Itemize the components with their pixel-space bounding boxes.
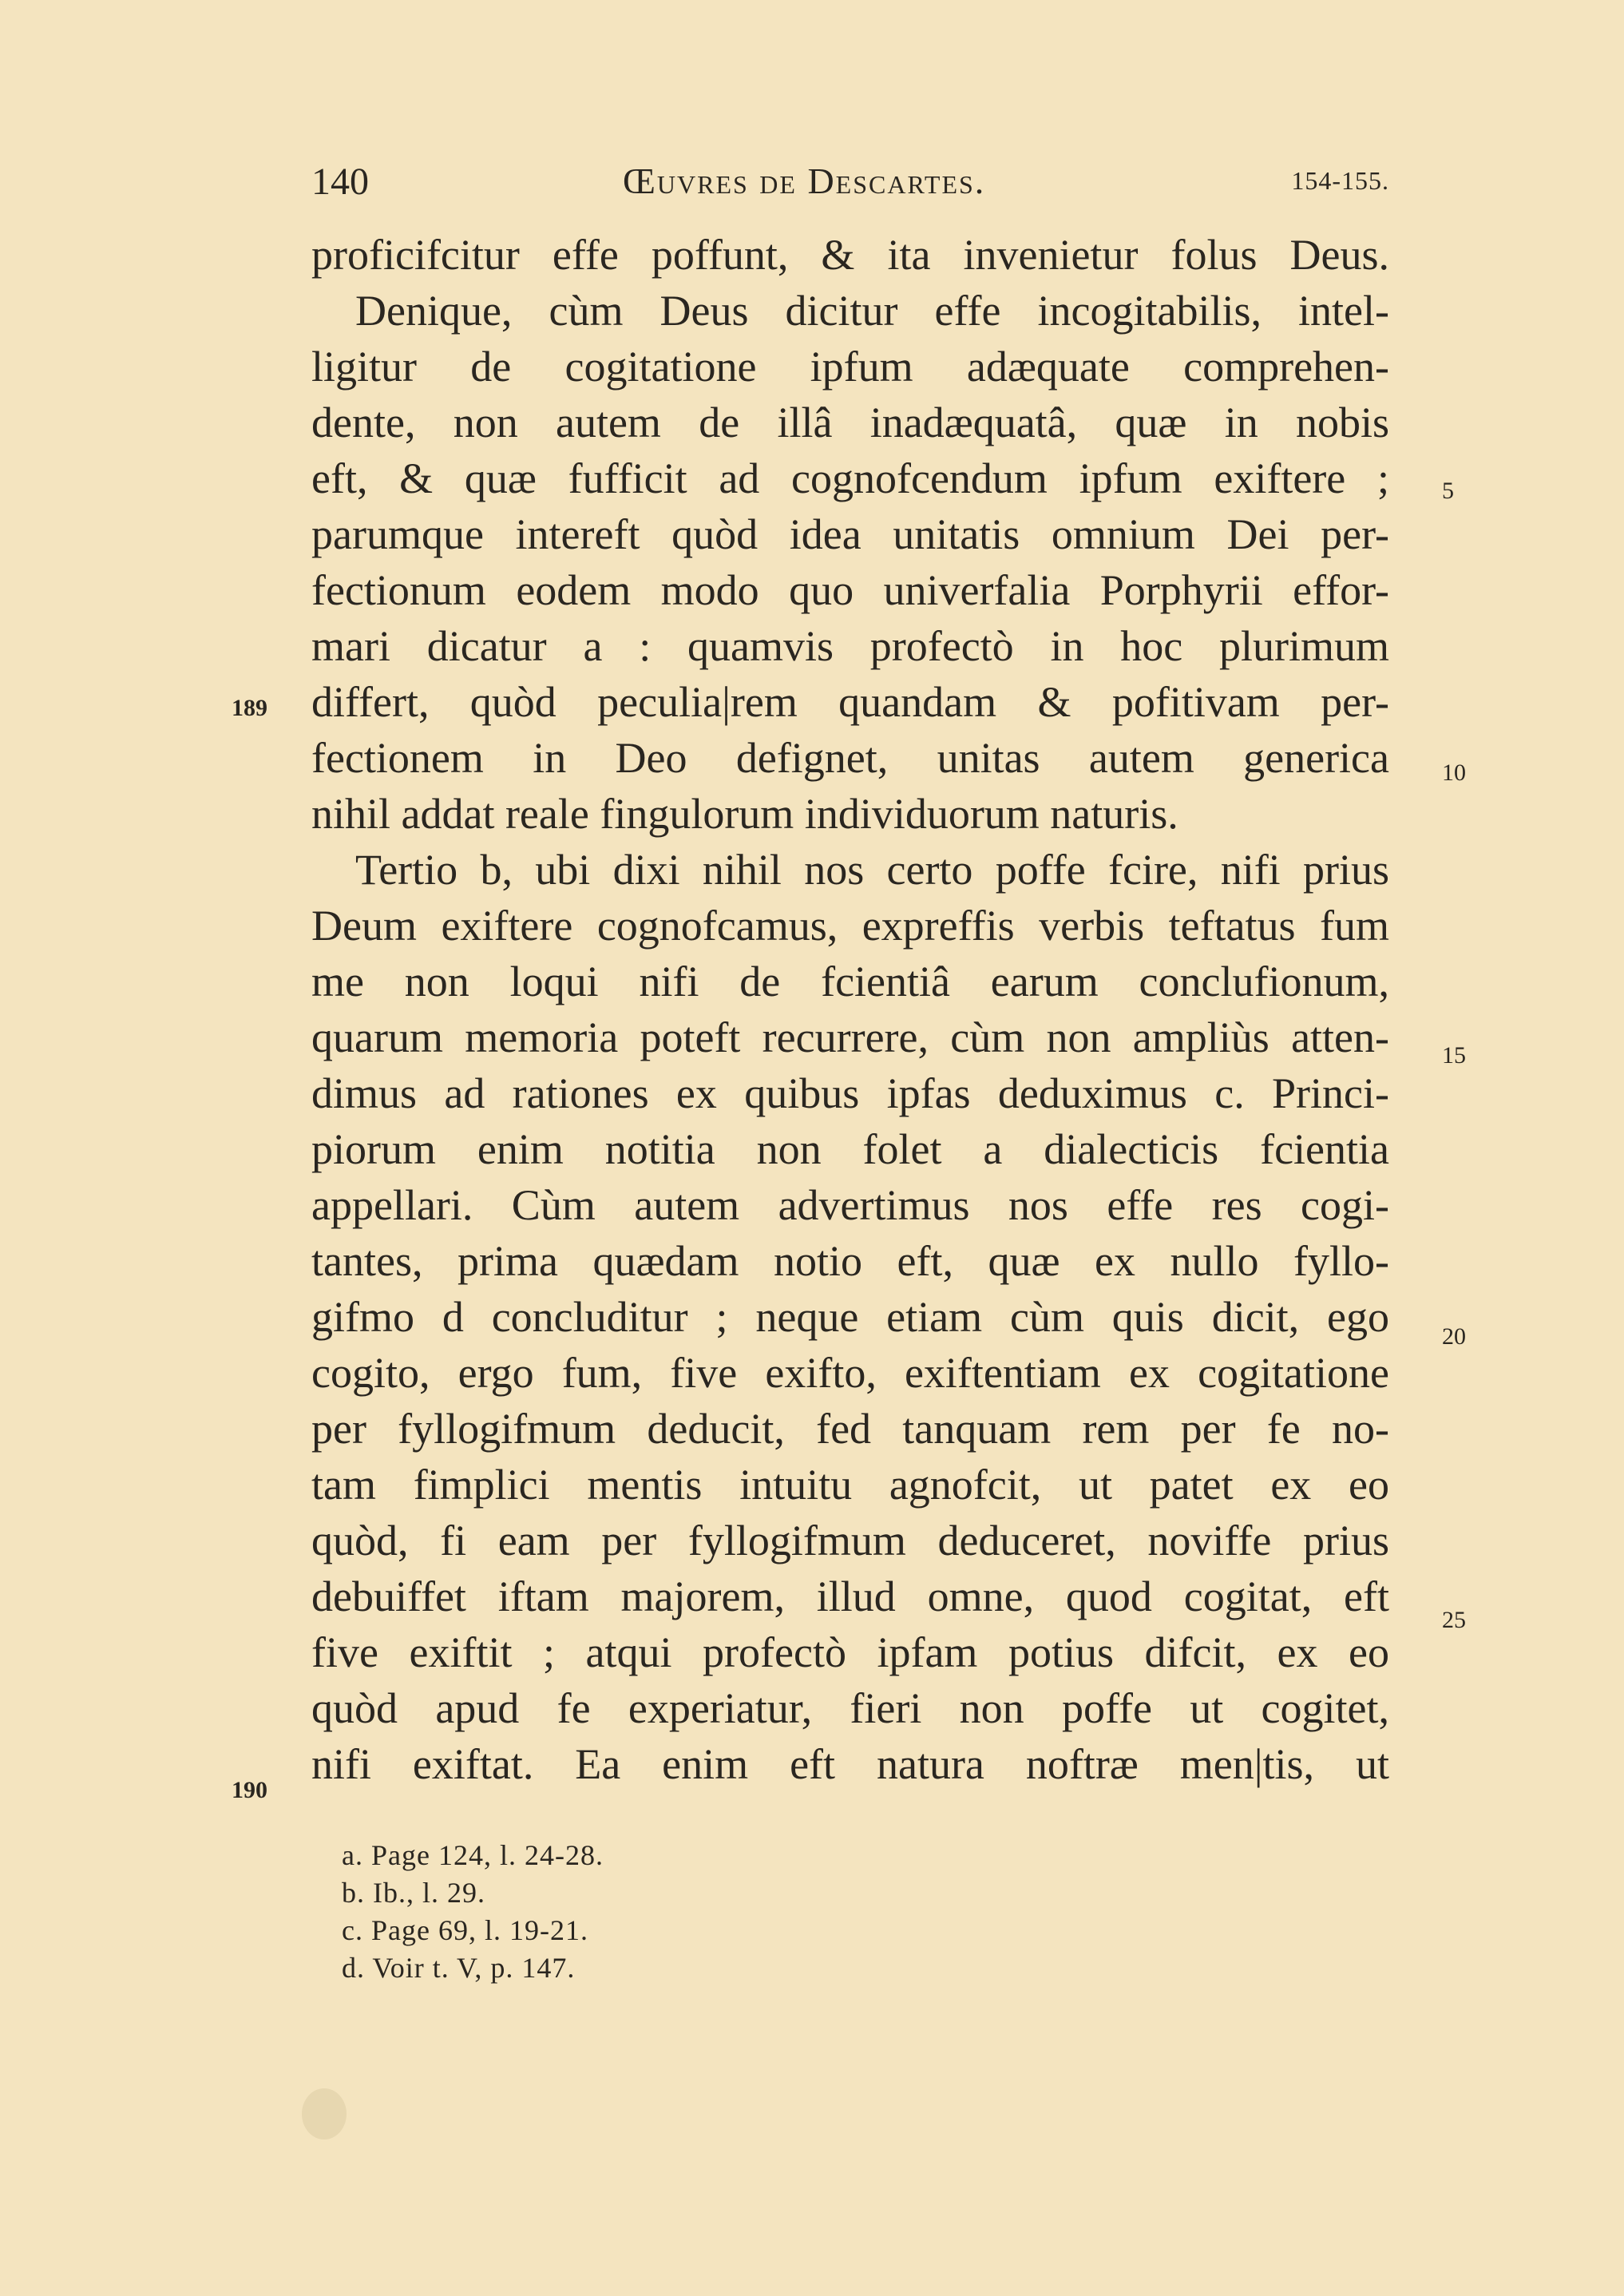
text-line: mari dicatur a : quamvis profectò in hoc plurimum (311, 622, 1389, 670)
text-line: eft, & quæ fufficit ad cognofcendum ipfum exiftere ; (311, 454, 1389, 502)
paper-smudge (302, 2088, 347, 2139)
text-line: Tertio b, ubi dixi nihil nos certo poffe fcire, nifi prius (355, 846, 1389, 894)
text-line: differt, quòd peculia|rem quandam & pofitivam per- (311, 678, 1389, 726)
text-line: dente, non autem de illâ inadæquatâ, quæ in nobis (311, 399, 1389, 446)
text-line: gifmo d concluditur ; neque etiam cùm quis dicit, ego (311, 1293, 1389, 1341)
running-title: Œuvres de Descartes. (623, 161, 986, 201)
text-line: me non loqui nifi de fcientiâ earum conclufionum, (311, 958, 1389, 1005)
text-line: quarum memoria poteft recurrere, cùm non ampliùs atten- (311, 1013, 1389, 1061)
line-number: 10 (1442, 759, 1466, 786)
page-header (311, 160, 1389, 208)
text-line: parumque intereft quòd idea unitatis omnium Dei per- (311, 510, 1389, 558)
line-number: 20 (1442, 1323, 1466, 1350)
body-text (311, 227, 1389, 1792)
text-line: tantes, prima quædam notio eft, quæ ex nullo fyllo- (311, 1237, 1389, 1285)
text-line: proficifcitur effe poffunt, & ita invenietur folus Deus. (311, 231, 1389, 279)
line-number: 25 (1442, 1607, 1466, 1633)
text-line: debuiffet iftam majorem, illud omne, quod cogitat, eft (311, 1572, 1389, 1620)
text-line: tam fimplici mentis intuitu agnofcit, ut patet ex eo (311, 1461, 1389, 1509)
text-line: per fyllogifmum deducit, fed tanquam rem per fe no- (311, 1405, 1389, 1453)
page-range: 154-155. (1291, 166, 1389, 195)
margin-page-number: 190 (232, 1777, 267, 1803)
footnote: b. Ib., l. 29. (342, 1877, 485, 1909)
text-line: piorum enim notitia non folet a dialecticis fcientia (311, 1125, 1389, 1173)
footnotes (342, 1837, 604, 1987)
footnote: c. Page 69, l. 19-21. (342, 1914, 588, 1946)
text-line: quòd, fi eam per fyllogifmum deduceret, noviffe prius (311, 1517, 1389, 1564)
footnote: a. Page 124, l. 24-28. (342, 1839, 604, 1871)
text-line: appellari. Cùm autem advertimus nos effe res cogi- (311, 1181, 1389, 1229)
text-line: five exiftit ; atqui profectò ipfam potius difcit, ex eo (311, 1628, 1389, 1676)
page-number: 140 (311, 161, 369, 203)
line-number: 5 (1442, 478, 1454, 504)
text-line: dimus ad rationes ex quibus ipfas deduximus c. Princi- (311, 1069, 1389, 1117)
text-line: nihil addat reale fingulorum individuorum naturis. (311, 790, 1178, 838)
line-number: 15 (1442, 1042, 1466, 1069)
footnote: d. Voir t. V, p. 147. (342, 1952, 576, 1984)
text-line: nifi exiftat. Ea enim eft natura noftræ men|tis, ut (311, 1740, 1389, 1788)
text-line: fectionem in Deo defignet, unitas autem generica (311, 734, 1389, 782)
text-line: fectionum eodem modo quo univerfalia Porphyrii effor- (311, 566, 1389, 614)
text-line: Denique, cùm Deus dicitur effe incogitabilis, intel- (355, 287, 1389, 335)
text-line: ligitur de cogitatione ipfum adæquate comprehen- (311, 343, 1389, 391)
text-line: quòd apud fe experiatur, fieri non poffe ut cogitet, (311, 1684, 1389, 1732)
text-line: Deum exiftere cognofcamus, expreffis verbis teftatus fum (311, 902, 1389, 950)
margin-page-number: 189 (232, 695, 267, 721)
text-line: cogito, ergo fum, five exifto, exiftentiam ex cogitatione (311, 1349, 1389, 1397)
